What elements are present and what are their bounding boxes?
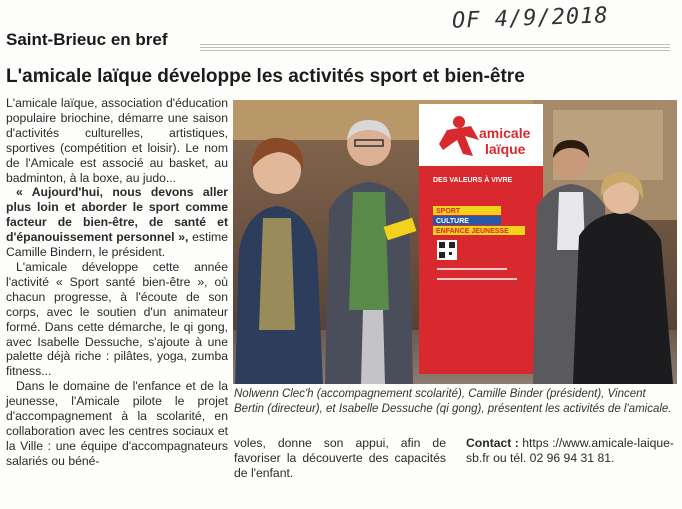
banner-brand-line1: amicale bbox=[479, 125, 531, 141]
paragraph-sport-sante: L'amicale développe cette année l'activité « Sport santé bien-être », où chacun progresse, à l'écoute de son corps, avec le soutien d'un animateur formé. Dans cette démarche, le qi gong, avec Isabelle Dessuche, s'ajoute à une palette déjà riche : pilâtes, yoga, zumba fitness... bbox=[6, 259, 228, 379]
banner-tagline: DES VALEURS À VIVRE bbox=[433, 177, 513, 184]
article-column-1 bbox=[6, 96, 228, 469]
article-photo bbox=[233, 100, 677, 384]
article-headline: L'amicale laïque développe les activités sport et bien-être bbox=[6, 66, 525, 87]
qr-code-icon bbox=[437, 240, 457, 260]
contact-details: https ://www.amicale-laique-sb.fr ou tél. 02 96 94 31 81. bbox=[466, 436, 674, 465]
banner-tag-culture: CULTURE bbox=[436, 218, 469, 225]
quote-attribution: estime Camille Bindern, le président. bbox=[6, 230, 228, 260]
banner-tag-enfance: ENFANCE JEUNESSE bbox=[436, 228, 509, 235]
paragraph-quote bbox=[6, 185, 228, 260]
handwritten-date-note: OF 4/9/2018 bbox=[451, 3, 610, 34]
article-column-2: voles, donne son appui, afin de favoriser la découverte des capacités de l'enfant. bbox=[234, 436, 446, 480]
banner-brand-line2: laïque bbox=[485, 141, 526, 157]
photo-illustration bbox=[233, 100, 677, 384]
section-rule bbox=[200, 44, 670, 51]
contact-label: Contact : bbox=[466, 436, 519, 450]
president-quote: « Aujourd'hui, nous devons aller plus loin et aborder le sport comme facteur de bien-être, de santé et d'épanouissement personnel », bbox=[6, 185, 228, 245]
paragraph-intro: L'amicale laïque, association d'éducation populaire briochine, démarre une saison d'activités culturelles, artistiques, sportives (compétition et loisir). Le nom de l'Amicale est associé au basket, au badminton, à la boxe, au judo... bbox=[6, 96, 228, 185]
banner-tag-sport: SPORT bbox=[436, 208, 461, 215]
contact-info bbox=[466, 436, 674, 466]
roll-up-banner bbox=[419, 104, 543, 374]
paragraph-enfance: Dans le domaine de l'enfance et de la jeunesse, l'Amicale pilote le projet d'accompagnement à la scolarité, en collaboration avec les centres sociaux et la Ville : une équipe d'accompagnateurs salariés ou béné- bbox=[6, 379, 228, 468]
section-header: Saint-Brieuc en bref bbox=[6, 30, 168, 49]
photo-caption: Nolwenn Clec'h (accompagnement scolarité), Camille Binder (président), Vincent Bertin (directeur), et Isabelle Dessuche (qi gong), présentent les activités de l'amicale. bbox=[234, 388, 672, 415]
